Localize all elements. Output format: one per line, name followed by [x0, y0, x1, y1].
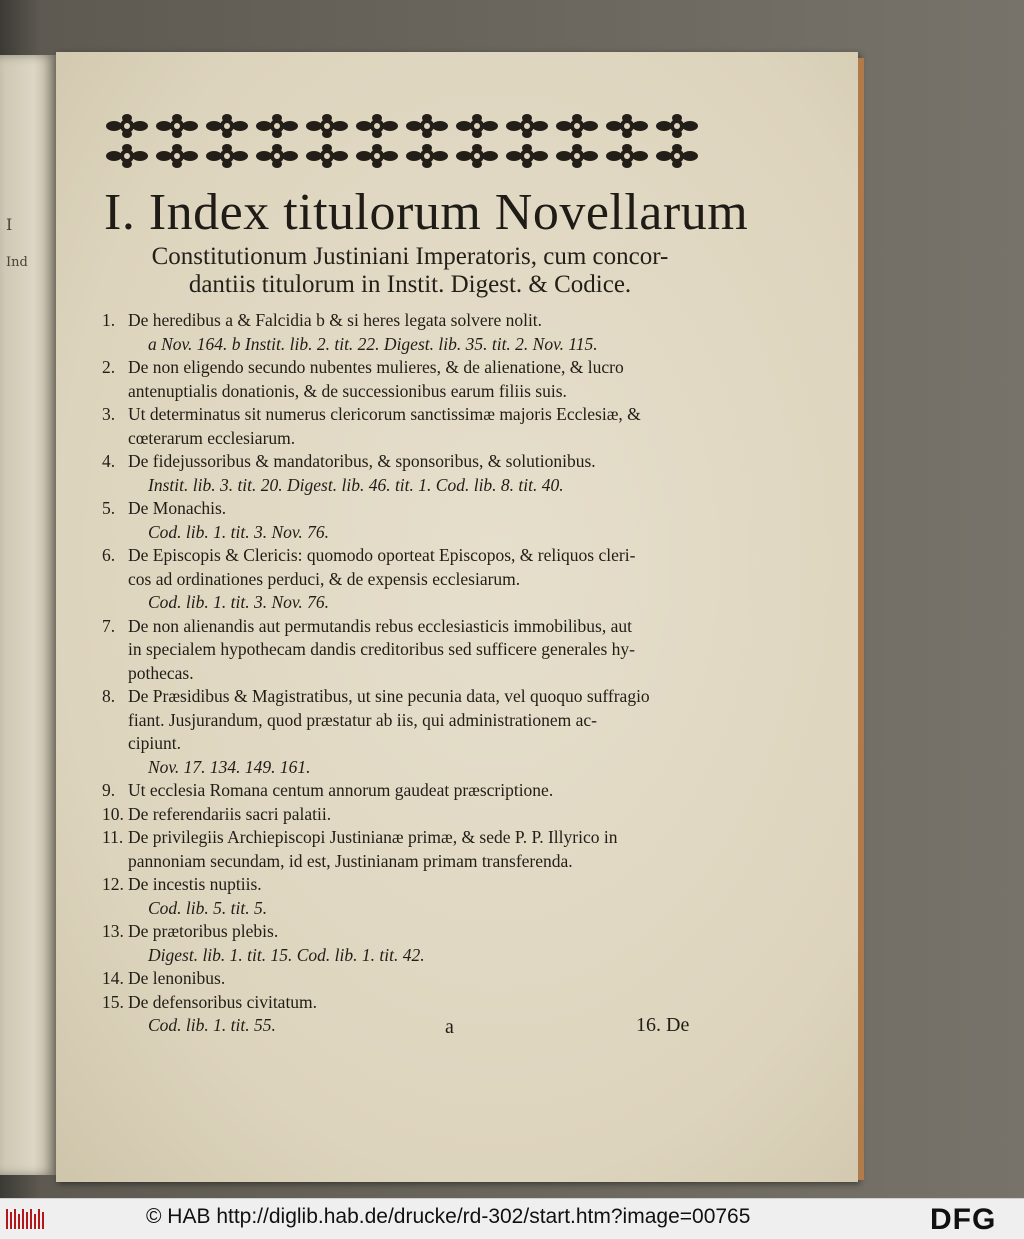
entry-number: 15.	[102, 991, 124, 1012]
viewer-footer-bar	[0, 1198, 1024, 1239]
entry-concordance-reference: Cod. lib. 5. tit. 5.	[148, 897, 268, 918]
entry-text-line: fiant. Jusjurandum, quod præstatur ab iis, qui administrationem ac-	[128, 709, 598, 730]
entry-number: 7.	[102, 615, 116, 636]
entry-number: 13.	[102, 921, 124, 941]
fleuron-mark	[356, 114, 398, 138]
entry-number: 14.	[102, 968, 124, 988]
entry-concordance-reference: Nov. 17. 134. 149. 161.	[148, 756, 311, 777]
signature-mark: a	[445, 1016, 454, 1038]
index-entry	[102, 873, 702, 920]
entry-text-line: De non eligendo secundo nubentes mulieres, & de alienatione, & lucro	[128, 357, 624, 377]
entry-number: 12.	[102, 874, 124, 894]
entry-concordance-reference: Instit. lib. 3. tit. 20. Digest. lib. 46. tit. 1. Cod. lib. 8. tit. 40.	[148, 474, 564, 495]
entry-text-line: cipiunt.	[128, 733, 181, 753]
entry-text-line: De non alienandis aut permutandis rebus ecclesiasticis immobilibus, aut	[128, 615, 632, 636]
fleuron-mark	[356, 144, 398, 168]
entry-text-line: De defensoribus civitatum.	[128, 991, 318, 1012]
entry-concordance-reference: a Nov. 164. b Instit. lib. 2. tit. 22. Digest. lib. 35. tit. 2. Nov. 115.	[148, 333, 598, 354]
index-entry	[102, 497, 702, 544]
copyright-link[interactable]: © HAB http://diglib.hab.de/drucke/rd-302/start.htm?image=00765	[146, 1205, 751, 1228]
left-page-fragment: I	[6, 215, 13, 234]
index-entry	[102, 403, 702, 450]
entry-text-line: De prætoribus plebis.	[128, 921, 279, 941]
index-entry	[102, 991, 702, 1038]
fleuron-mark	[506, 144, 548, 168]
entry-text-line: Ut ecclesia Romana centum annorum gaudeat præscriptione.	[128, 780, 554, 800]
entry-text-line: De privilegiis Archiepiscopi Justinianæ primæ, & sede P. P. Illyrico in	[128, 827, 618, 847]
hab-logo-icon[interactable]	[4, 1206, 48, 1232]
entry-number: 5.	[102, 498, 116, 518]
index-entry	[102, 967, 702, 991]
fleuron-mark	[506, 114, 548, 138]
index-entry	[102, 685, 702, 779]
fleuron-mark	[456, 144, 498, 168]
fleuron-mark	[156, 144, 198, 168]
entry-number: 9.	[102, 780, 116, 800]
index-entry	[102, 826, 702, 873]
entry-text-line: De Præsidibus & Magistratibus, ut sine pecunia data, vel quoquo suffragio	[128, 686, 650, 706]
fleuron-mark	[306, 114, 348, 138]
fleuron-mark	[306, 144, 348, 168]
entry-text-line: De referendariis sacri palatii.	[128, 803, 332, 824]
index-entry	[102, 920, 702, 967]
entry-concordance-reference: Cod. lib. 1. tit. 3. Nov. 76.	[148, 521, 329, 542]
fleuron-mark	[556, 114, 598, 138]
left-page-edge	[0, 55, 56, 1175]
entry-text-line: cœterarum ecclesiarum.	[128, 427, 296, 448]
entry-number: 11.	[102, 827, 124, 847]
page-subtitle-line: Constitutionum Justiniani Imperatoris, cum concor-	[151, 243, 669, 270]
entry-number: 1.	[102, 310, 116, 330]
fleuron-mark	[206, 114, 248, 138]
index-entry	[102, 356, 702, 403]
entry-text-line: De fidejussoribus & mandatoribus, & sponsoribus, & solutionibus.	[128, 451, 596, 471]
index-entry	[102, 450, 702, 497]
entry-number: 8.	[102, 686, 116, 706]
page-title: I. Index titulorum Novellarum	[104, 184, 749, 241]
entry-concordance-reference: Cod. lib. 1. tit. 55.	[148, 1015, 276, 1035]
entry-text-line: pannoniam secundam, id est, Justinianam primam transferenda.	[128, 850, 573, 871]
entry-number: 2.	[102, 357, 116, 377]
entry-text-line: De Monachis.	[128, 498, 227, 518]
fleuron-mark	[406, 144, 448, 168]
entry-number: 10.	[102, 803, 124, 824]
index-entry	[102, 615, 702, 686]
page-subtitle-line: dantiis titulorum in Instit. Digest. & Codice.	[188, 271, 632, 298]
page-edge	[858, 58, 864, 1180]
fleuron-mark	[106, 144, 148, 168]
entry-text-line: De Episcopis & Clericis: quomodo oporteat Episcopos, & reliquos cleri-	[128, 545, 636, 565]
entry-concordance-reference: Digest. lib. 1. tit. 15. Cod. lib. 1. tit. 42.	[148, 944, 425, 965]
entry-text-line: pothecas.	[128, 662, 194, 683]
entry-concordance-reference: Cod. lib. 1. tit. 3. Nov. 76.	[148, 592, 329, 612]
fleuron-mark	[406, 114, 448, 138]
fleuron-mark	[106, 114, 148, 138]
fleuron-mark	[256, 144, 298, 168]
entry-number: 4.	[102, 451, 116, 471]
fleuron-mark	[556, 144, 598, 168]
fleuron-mark	[606, 144, 648, 168]
entry-text-line: antenuptialis donationis, & de successionibus earum filiis suis.	[128, 380, 567, 401]
entry-text-line: cos ad ordinationes perduci, & de expensis ecclesiarum.	[128, 568, 521, 589]
fleuron-mark	[156, 114, 198, 138]
dfg-logo[interactable]: DFG	[930, 1203, 997, 1236]
index-entry	[102, 803, 702, 827]
fleuron-mark	[606, 114, 648, 138]
fleuron-mark	[206, 144, 248, 168]
index-entry	[102, 309, 702, 356]
index-entry	[102, 779, 702, 803]
entry-text-line: in specialem hypothecam dandis creditoribus sed sufficere generales hy-	[128, 639, 635, 659]
left-page-fragment: Ind	[6, 255, 28, 270]
fleuron-mark	[456, 114, 498, 138]
entry-number: 3.	[102, 404, 116, 424]
entry-number: 6.	[102, 545, 116, 565]
entry-text-line: De lenonibus.	[128, 968, 226, 988]
entry-text-line: De heredibus a & Falcidia b & si heres legata solvere nolit.	[128, 310, 543, 330]
entry-text-line: De incestis nuptiis.	[128, 874, 262, 894]
fleuron-mark	[656, 114, 698, 138]
index-entry	[102, 544, 702, 615]
fleuron-mark	[256, 114, 298, 138]
entry-text-line: Ut determinatus sit numerus clericorum sanctissimæ majoris Ecclesiæ, &	[128, 404, 641, 424]
fleuron-row-ornament-icon	[102, 112, 702, 170]
catchword: 16. De	[636, 1014, 690, 1036]
fleuron-mark	[656, 144, 698, 168]
title-index-list	[102, 309, 702, 1038]
